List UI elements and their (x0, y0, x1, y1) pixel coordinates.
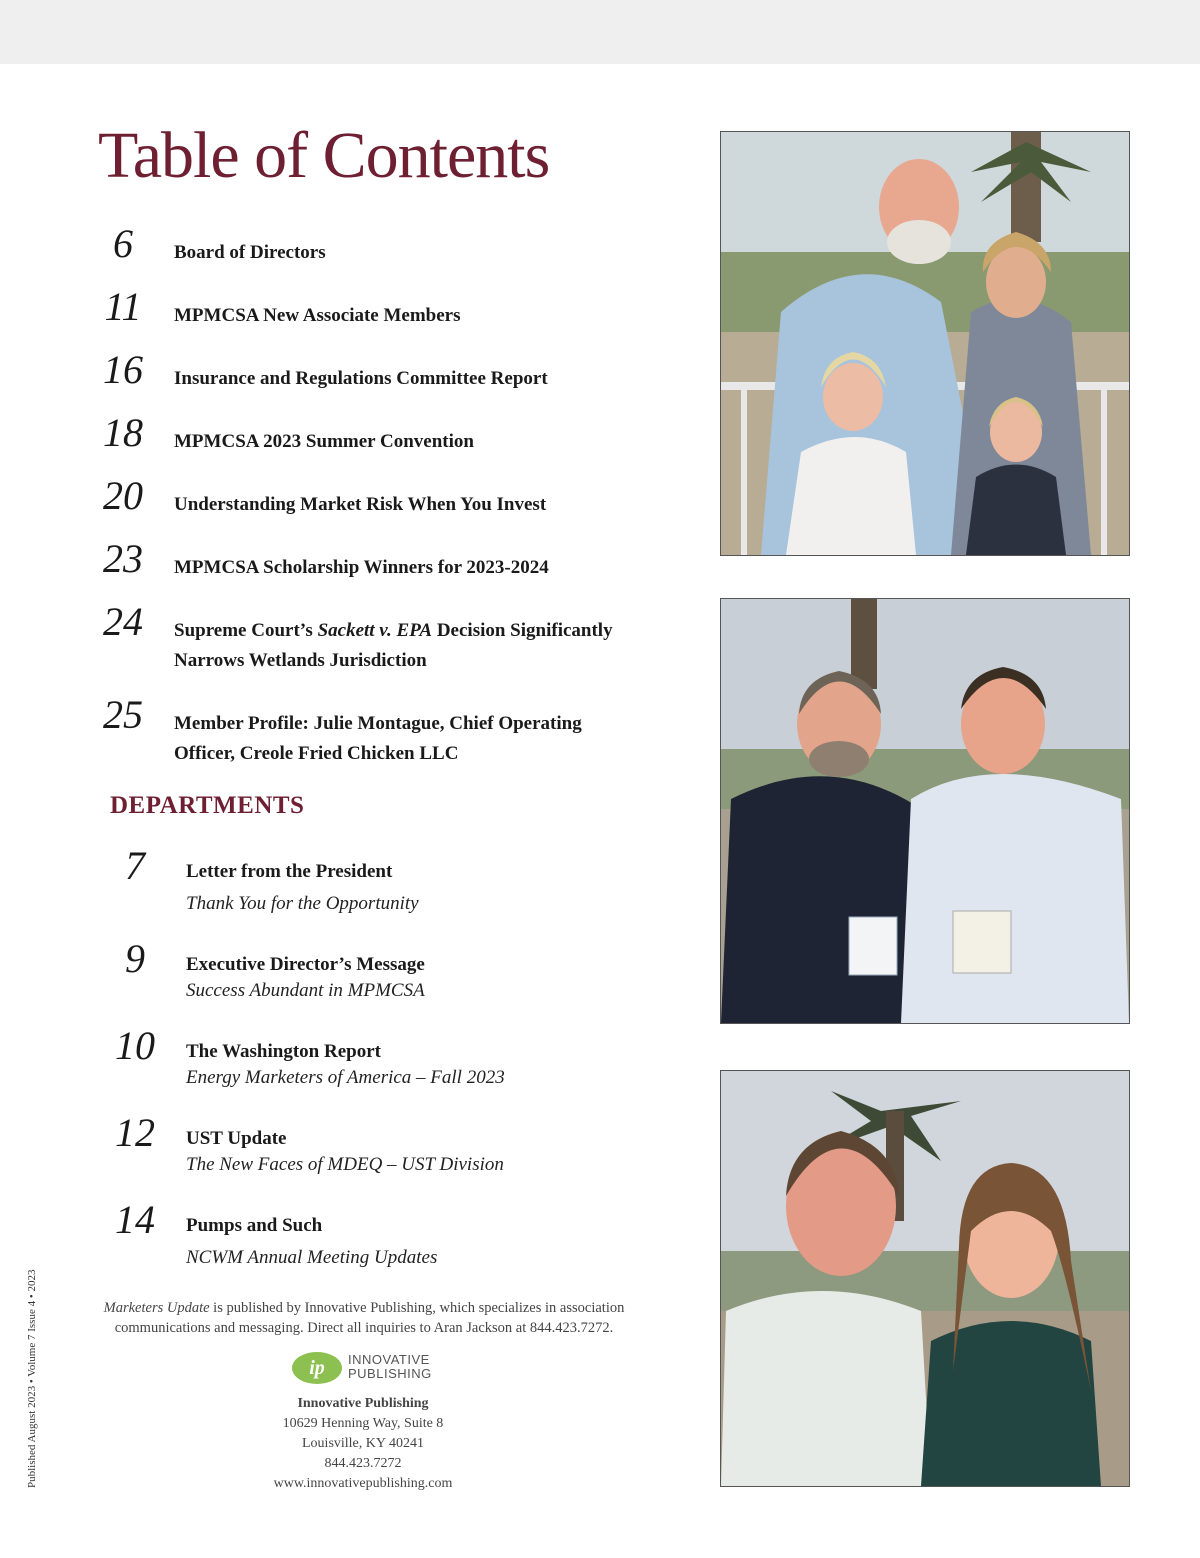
department-page-number: 10 (115, 1023, 155, 1068)
department-page-number: 14 (115, 1197, 155, 1242)
toc-item-title: Member Profile: Julie Montague, Chief Operating Officer, Creole Fried Chicken LLC (174, 713, 582, 764)
department-subtitle: The New Faces of MDEQ – UST Division (186, 1154, 504, 1175)
toc-item-title: Insurance and Regulations Committee Report (174, 368, 548, 389)
company-name: Innovative Publishing (297, 1396, 429, 1411)
publication-info: Published August 2023 • Volume 7 Issue 4 • 2023 (26, 1269, 38, 1488)
toc-item-title: MPMCSA 2023 Summer Convention (174, 431, 474, 452)
department-title: Letter from the President (186, 861, 393, 882)
department-subtitle: Energy Marketers of America – Fall 2023 (186, 1067, 505, 1088)
publisher-address (230, 1394, 496, 1494)
department-page-number: 7 (125, 843, 145, 888)
photo-family (720, 131, 1130, 556)
magazine-name: Marketers Update (103, 1300, 210, 1316)
toc-item-title-case-name: Sackett v. EPA (317, 620, 433, 641)
address-line-2: Louisville, KY 40241 (302, 1436, 424, 1451)
department-title: Executive Director’s Message (186, 954, 425, 975)
department-title: Pumps and Such (186, 1215, 323, 1236)
toc-page-number: 11 (104, 284, 142, 329)
department-title: UST Update (186, 1128, 287, 1149)
toc-page-number: 18 (103, 410, 143, 455)
toc-page-number: 16 (103, 347, 143, 392)
logo-wordmark (348, 1353, 432, 1381)
website-link[interactable]: www.innovativepublishing.com (273, 1476, 453, 1491)
department-page-number: 9 (125, 936, 145, 981)
publisher-note-text: is published by Innovative Publishing, which specializes in association communications and messaging. Direct all inquiries to Aran Jackson at 844.423.7272. (114, 1300, 625, 1336)
department-subtitle: Thank You for the Opportunity (186, 893, 419, 914)
logo-line-1: INNOVATIVE (348, 1352, 430, 1367)
photo-couple-image (721, 1071, 1129, 1486)
phone-number: 844.423.7272 (324, 1456, 402, 1471)
logo-mark-icon: ip (292, 1352, 342, 1384)
photo-two-men-image (721, 599, 1129, 1023)
toc-item-title: Understanding Market Risk When You Invest (174, 494, 547, 515)
toc-item-title: MPMCSA New Associate Members (174, 305, 461, 326)
toc-page-number: 6 (113, 221, 133, 266)
toc-item-title: Board of Directors (174, 242, 326, 263)
toc-item-title (174, 616, 654, 676)
department-subtitle: Success Abundant in MPMCSA (186, 980, 425, 1001)
page-title: Table of Contents (98, 119, 550, 192)
department-title: The Washington Report (186, 1041, 381, 1062)
toc-page-number: 23 (103, 536, 143, 581)
top-bar (0, 0, 1200, 64)
photo-two-men (720, 598, 1130, 1024)
publisher-logo (292, 1352, 452, 1384)
photo-family-image (721, 132, 1129, 555)
toc-page-number: 24 (103, 599, 143, 644)
department-page-number: 12 (115, 1110, 155, 1155)
publisher-note (96, 1298, 632, 1338)
departments-heading: DEPARTMENTS (110, 792, 305, 819)
toc-item-title-start: Supreme Court’s (174, 620, 318, 641)
address-line-1: 10629 Henning Way, Suite 8 (282, 1416, 444, 1431)
department-subtitle: NCWM Annual Meeting Updates (186, 1247, 438, 1268)
toc-item-title: MPMCSA Scholarship Winners for 2023-2024 (174, 557, 549, 578)
toc-item-title-end: Decision Significantly Narrows Wetlands Jurisdiction (174, 620, 613, 671)
photo-couple (720, 1070, 1130, 1487)
toc-page-number: 20 (103, 473, 143, 518)
logo-line-2: PUBLISHING (348, 1366, 432, 1381)
toc-page-number: 25 (103, 692, 143, 737)
